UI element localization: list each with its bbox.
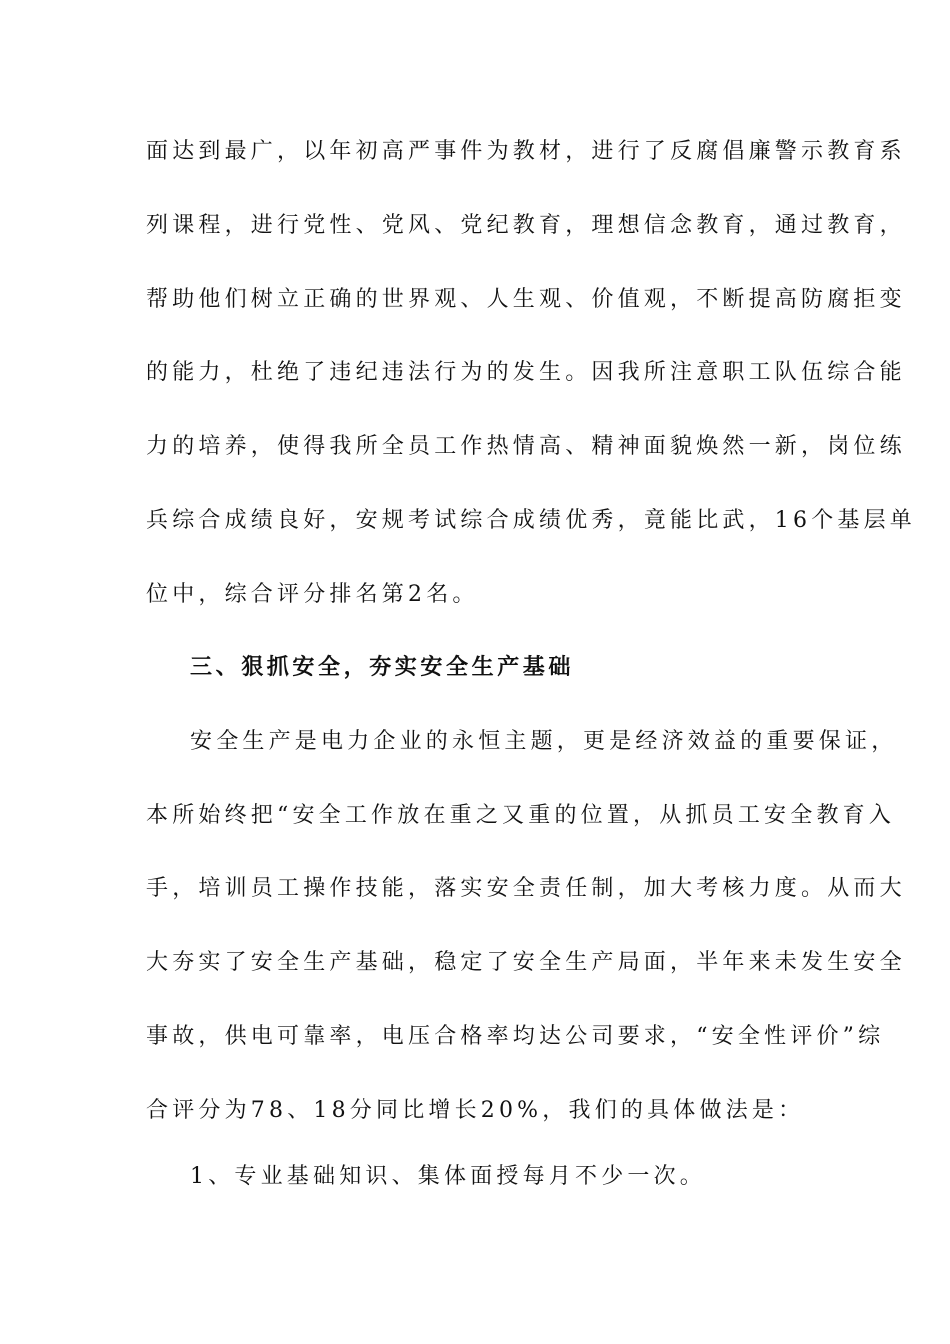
list-item: 1、专业基础知识、集体面授每月不少一次。: [190, 1164, 706, 1189]
paragraph-line: 安全生产是电力企业的永恒主题，更是经济效益的重要保证，: [190, 729, 898, 754]
paragraph-line: 大夯实了安全生产基础，稳定了安全生产局面，半年来未发生安全: [146, 950, 906, 975]
paragraph-line: 本所始终把“安全工作放在重之又重的位置，从抓员工安全教育入: [146, 803, 896, 828]
paragraph-line: 面达到最广，以年初高严事件为教材，进行了反腐倡廉警示教育系: [146, 139, 906, 164]
paragraph-line: 手，培训员工操作技能，落实安全责任制，加大考核力度。从而大: [146, 876, 906, 901]
paragraph-line: 的能力，杜绝了违纪违法行为的发生。因我所注意职工队伍综合能: [146, 360, 906, 385]
paragraph-line: 位中，综合评分排名第2名。: [146, 582, 479, 607]
paragraph-line: 帮助他们树立正确的世界观、人生观、价值观，不断提高防腐拒变: [146, 287, 906, 312]
paragraph-line: 事故，供电可靠率，电压合格率均达公司要求，“安全性评价”综: [146, 1024, 885, 1049]
paragraph-line: 合评分为78、18分同比增长20%，我们的具体做法是：: [146, 1098, 805, 1123]
section-heading: 三、狠抓安全，夯实安全生产基础: [190, 655, 575, 680]
paragraph-line: 兵综合成绩良好，安规考试综合成绩优秀，竟能比武，16个基层单: [146, 508, 916, 533]
paragraph-line: 列课程，进行党性、党风、党纪教育，理想信念教育，通过教育，: [146, 213, 906, 238]
paragraph-line: 力的培养，使得我所全员工作热情高、精神面貌焕然一新，岗位练: [146, 434, 906, 459]
